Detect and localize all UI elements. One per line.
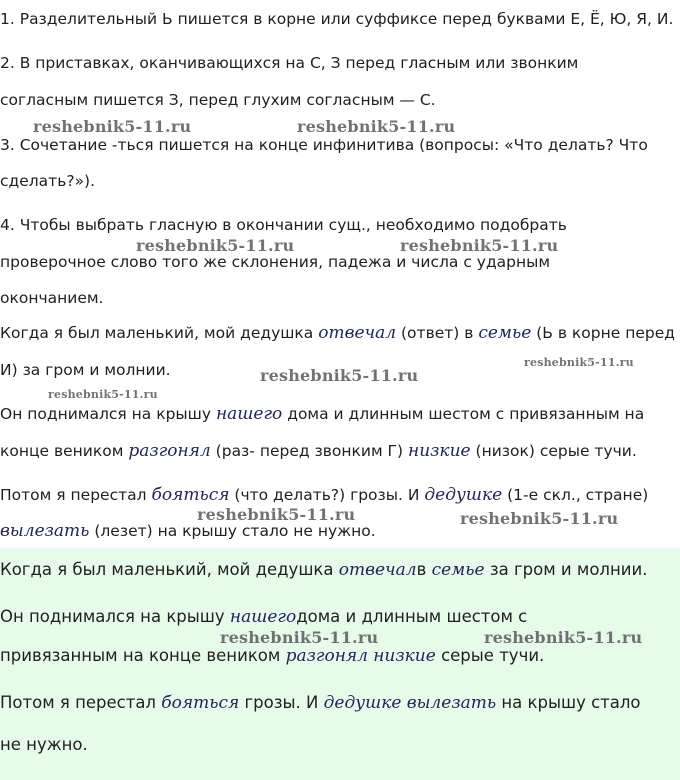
rule-3-line-1: 3. Сочетание -ться пишется на конце инфинитива (вопросы: «Что делать? Что bbox=[0, 136, 648, 154]
watermark: reshebnik5-11.ru bbox=[460, 509, 619, 528]
watermark: reshebnik5-11.ru bbox=[484, 628, 643, 647]
rule-2-line-2: согласным пишется З, перед глухим согласным — С. bbox=[0, 91, 436, 109]
handwritten-word: вылезать bbox=[406, 693, 497, 713]
rule-3-line-2: сделать?»). bbox=[0, 172, 96, 190]
watermark: reshebnik5-11.ru bbox=[33, 117, 192, 136]
annotated-line-2: И) за гром и молнии. bbox=[0, 361, 171, 379]
handwritten-word: бояться bbox=[151, 485, 230, 505]
watermark: reshebnik5-11.ru bbox=[136, 236, 295, 255]
handwritten-word: разгонял bbox=[285, 646, 368, 666]
text-segment: Он поднимался на крышу bbox=[0, 405, 216, 423]
text-segment: грозы. И bbox=[239, 693, 324, 712]
text-segment: дома и длинным шестом с привязанным на bbox=[282, 405, 645, 423]
text-segment: (лезет) на крышу стало не нужно. bbox=[89, 522, 376, 540]
text-segment: (1-е скл., стране) bbox=[502, 486, 649, 504]
handwritten-word: отвечал bbox=[318, 323, 397, 343]
handwritten-word: бояться bbox=[161, 693, 240, 713]
rule-4-line-2: проверочное слово того же склонения, падежа и числа с ударным bbox=[0, 253, 551, 271]
handwritten-word: дедушке bbox=[323, 693, 402, 713]
annotated-line-6 bbox=[0, 521, 376, 541]
handwritten-word: нашего bbox=[229, 607, 297, 627]
final-line-3 bbox=[0, 646, 544, 666]
text-segment: Потом я перестал bbox=[0, 486, 152, 504]
watermark: reshebnik5-11.ru bbox=[220, 628, 379, 647]
final-line-2 bbox=[0, 607, 527, 627]
handwritten-word: нашего bbox=[215, 404, 283, 424]
watermark: reshebnik5-11.ru bbox=[48, 388, 158, 401]
watermark: reshebnik5-11.ru bbox=[197, 505, 356, 524]
annotated-line-3 bbox=[0, 404, 644, 424]
rule-1: 1. Разделительный Ь пишется в корне или суффиксе перед буквами Е, Ё, Ю, Я, И. bbox=[0, 10, 674, 28]
rule-2-line-1: 2. В приставках, оканчивающихся на С, З перед гласным или звонким bbox=[0, 54, 579, 72]
text-segment: Он поднимался на крышу bbox=[0, 607, 230, 626]
text-segment: серые тучи. bbox=[435, 646, 545, 665]
rule-4-line-3: окончанием. bbox=[0, 289, 104, 307]
text-segment: конце веником bbox=[0, 442, 129, 460]
handwritten-word: семье bbox=[478, 323, 532, 343]
annotated-line-4 bbox=[0, 441, 637, 461]
text-segment: в bbox=[416, 560, 432, 579]
text-segment: (раз- перед звонким Г) bbox=[210, 442, 408, 460]
watermark: reshebnik5-11.ru bbox=[260, 366, 419, 385]
text-segment: (что делать?) грозы. И bbox=[229, 486, 425, 504]
annotated-line-5 bbox=[0, 485, 648, 505]
watermark: reshebnik5-11.ru bbox=[400, 236, 559, 255]
final-line-1 bbox=[0, 560, 647, 580]
final-line-5: не нужно. bbox=[0, 735, 88, 754]
handwritten-word: низкие bbox=[373, 646, 436, 666]
handwritten-word: отвечал bbox=[338, 560, 417, 580]
annotated-line-1 bbox=[0, 323, 675, 343]
watermark: reshebnik5-11.ru bbox=[524, 356, 634, 369]
text-segment: на крышу стало bbox=[496, 693, 641, 712]
text-segment: (Ь в корне перед bbox=[531, 324, 675, 342]
text-segment: дома и длинным шестом с bbox=[296, 607, 528, 626]
text-segment: привязанным на конце веником bbox=[0, 646, 286, 665]
handwritten-word: вылезать bbox=[0, 521, 90, 541]
handwritten-word: семье bbox=[431, 560, 485, 580]
text-segment: (низок) серые тучи. bbox=[470, 442, 637, 460]
final-line-4 bbox=[0, 693, 641, 713]
handwritten-word: дедушке bbox=[424, 485, 503, 505]
text-segment: Когда я был маленький, мой дедушка bbox=[0, 324, 319, 342]
text-segment: Потом я перестал bbox=[0, 693, 162, 712]
watermark: reshebnik5-11.ru bbox=[297, 117, 456, 136]
text-segment: Когда я был маленький, мой дедушка bbox=[0, 560, 339, 579]
rule-4-line-1: 4. Чтобы выбрать гласную в окончании сущ., необходимо подобрать bbox=[0, 216, 567, 234]
text-segment: за гром и молнии. bbox=[484, 560, 648, 579]
text-segment: (ответ) в bbox=[396, 324, 479, 342]
handwritten-word: низкие bbox=[408, 441, 471, 461]
handwritten-word: разгонял bbox=[128, 441, 211, 461]
